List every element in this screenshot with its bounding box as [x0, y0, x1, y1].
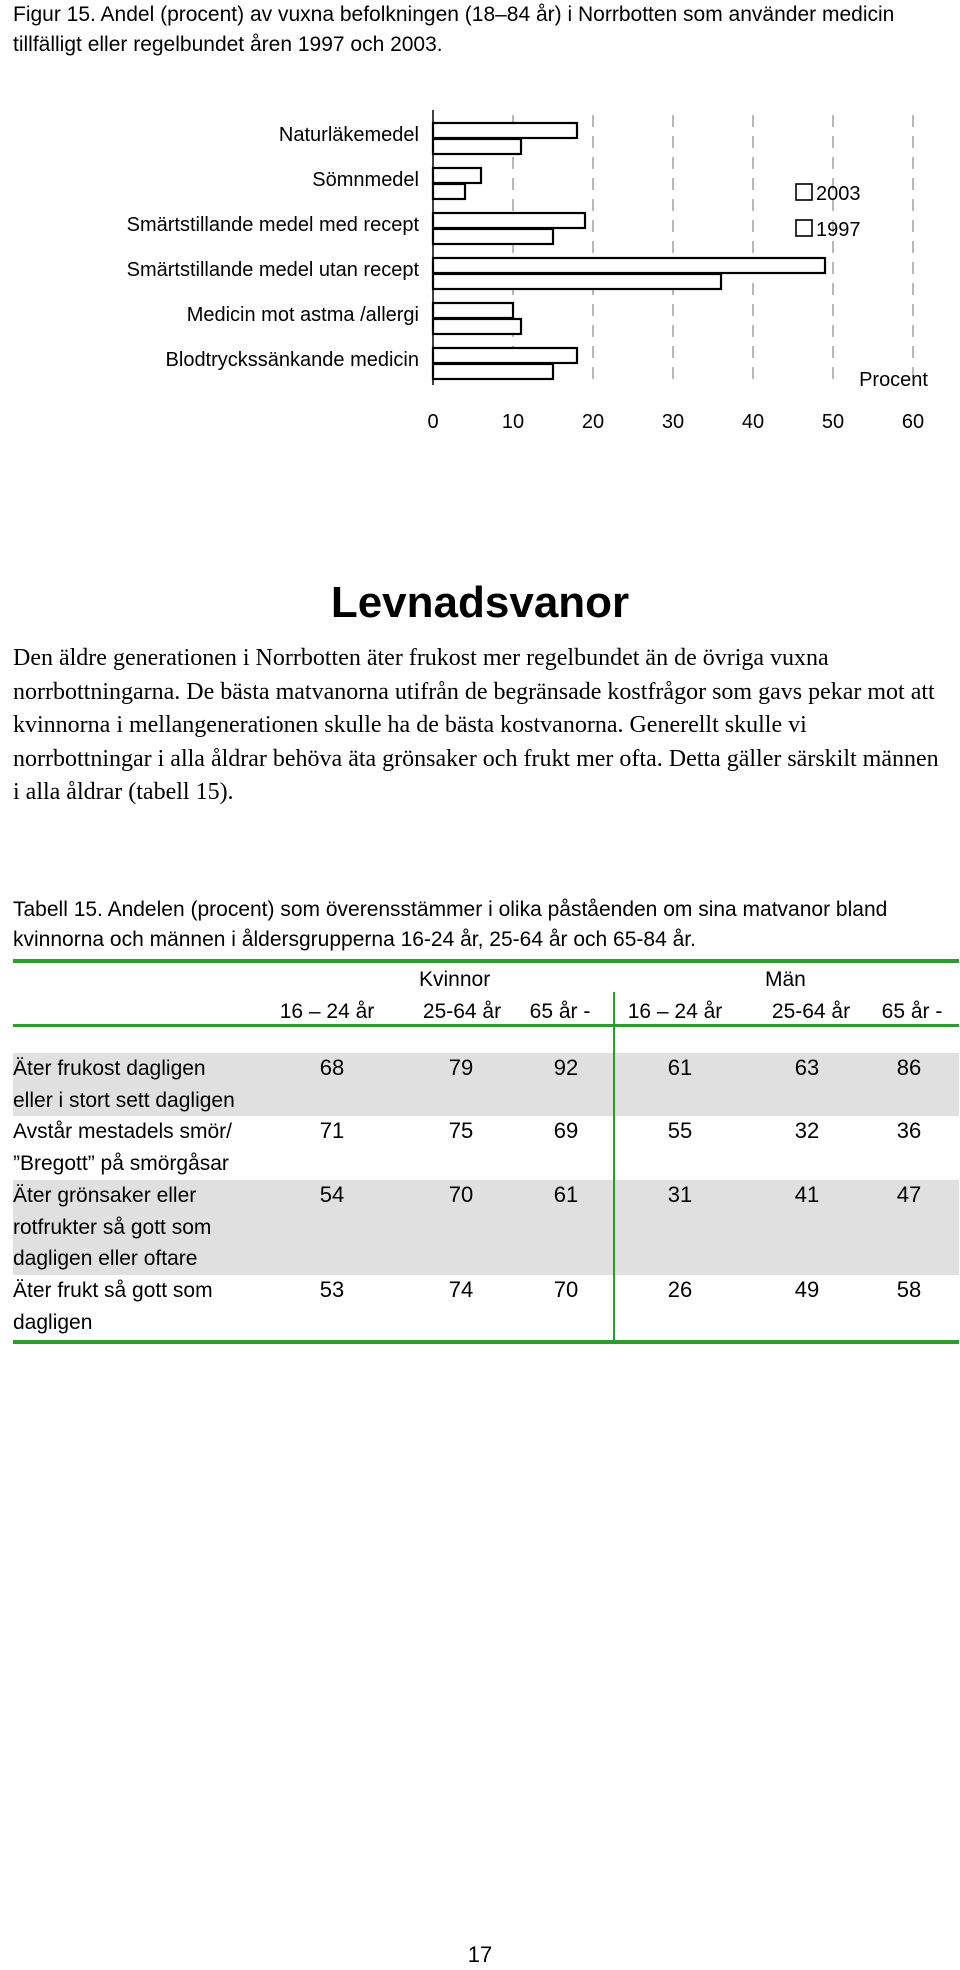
table-cell: 41: [794, 1182, 820, 1207]
table-cell: 54: [319, 1182, 345, 1207]
chart-category-label: Sömnmedel: [312, 169, 419, 191]
table-bottom-rule: [13, 1340, 959, 1344]
table-cell: 26: [667, 1277, 693, 1302]
table-row-label: Äter frukt så gott som dagligen: [13, 1279, 213, 1334]
table-cell: 70: [553, 1277, 579, 1302]
table-cell: 92: [553, 1055, 579, 1080]
chart-category-label: Smärtstillande medel utan recept: [126, 259, 419, 281]
table-cell: 61: [667, 1055, 693, 1080]
page-number: 17: [467, 1942, 493, 1967]
table-cell: 75: [448, 1118, 474, 1143]
chart-x-tick-label: 40: [741, 411, 765, 433]
figure-caption: Figur 15. Andel (procent) av vuxna befolkningen (18–84 år) i Norrbotten som använder medicin tillfälligt eller regelbundet åren 1997 och 2003.: [13, 3, 895, 56]
group-header-kvinnor: Kvinnor: [419, 968, 491, 991]
chart-x-tick-label: 30: [661, 411, 685, 433]
chart-x-axis-label: Procent: [859, 369, 928, 391]
legend-label-1997: 1997: [816, 219, 861, 241]
legend-label-2003: 2003: [816, 183, 861, 205]
column-header: 65 år -: [881, 1000, 943, 1023]
chart-x-tick-label: 60: [901, 411, 925, 433]
column-header: 25-64 år: [771, 1000, 851, 1023]
section-body-text: Den äldre generationen i Norrbotten äter frukost mer regelbundet än de övriga vuxna norrbottningarna. De bästa matvanorna utifrån de begränsade kostfrågor som gavs pekar mot att kvinnorna i mellangenerationen skulle ha de bästa kostvanorna. Generellt skulle vi norrbottningar i alla åldrar behöva äta grönsaker och frukt mer ofta. Detta gäller särskilt männen i alla åldrar (tabell 15).: [13, 645, 939, 805]
chart-x-tick-label: 0: [427, 411, 439, 433]
table-cell: 71: [319, 1118, 345, 1143]
chart-category-label: Blodtryckssänkande medicin: [165, 349, 419, 371]
column-header: 16 – 24 år: [627, 1000, 723, 1023]
table-cell: 55: [667, 1118, 693, 1143]
table-cell: 47: [896, 1182, 922, 1207]
table-cell: 79: [448, 1055, 474, 1080]
section-heading: Levnadsvanor: [330, 578, 630, 627]
table-top-rule: [13, 959, 959, 963]
column-header: 16 – 24 år: [279, 1000, 375, 1023]
group-header-man: Män: [765, 968, 806, 991]
chart-x-tick-label: 20: [581, 411, 605, 433]
chart-category-label: Medicin mot astma /allergi: [186, 304, 419, 326]
table-cell: 70: [448, 1182, 474, 1207]
table-cell: 49: [794, 1277, 820, 1302]
table-row-label: Äter frukost dagligen eller i stort sett dagligen: [13, 1057, 235, 1112]
table-row-label: Äter grönsaker eller rotfrukter så gott som dagligen eller oftare: [13, 1184, 212, 1270]
table-cell: 86: [896, 1055, 922, 1080]
table-cell: 36: [896, 1118, 922, 1143]
table-cell: 69: [553, 1118, 579, 1143]
table-cell: 58: [896, 1277, 922, 1302]
chart-x-tick-label: 50: [821, 411, 845, 433]
column-header: 65 år -: [529, 1000, 591, 1023]
table-caption: Tabell 15. Andelen (procent) som överensstämmer i olika påståenden om sina matvanor bland kvinnorna och männen i åldersgrupperna 16-24 år, 25-64 år och 65-84 år.: [13, 898, 888, 951]
chart-category-label: Naturläkemedel: [278, 124, 419, 146]
table-cell: 32: [794, 1118, 820, 1143]
table-cell: 53: [319, 1277, 345, 1302]
chart-x-tick-label: 10: [501, 411, 525, 433]
table-cell: 68: [319, 1055, 345, 1080]
chart-category-label: Smärtstillande medel med recept: [126, 214, 419, 236]
column-header: 25-64 år: [422, 1000, 502, 1023]
table-cell: 31: [667, 1182, 693, 1207]
table-cell: 74: [448, 1277, 474, 1302]
table-row-label: Avstår mestadels smör/ ”Bregott” på smörgåsar: [13, 1120, 233, 1175]
table-cell: 63: [794, 1055, 820, 1080]
table-cell: 61: [553, 1182, 579, 1207]
table-group-divider: [613, 992, 615, 1342]
